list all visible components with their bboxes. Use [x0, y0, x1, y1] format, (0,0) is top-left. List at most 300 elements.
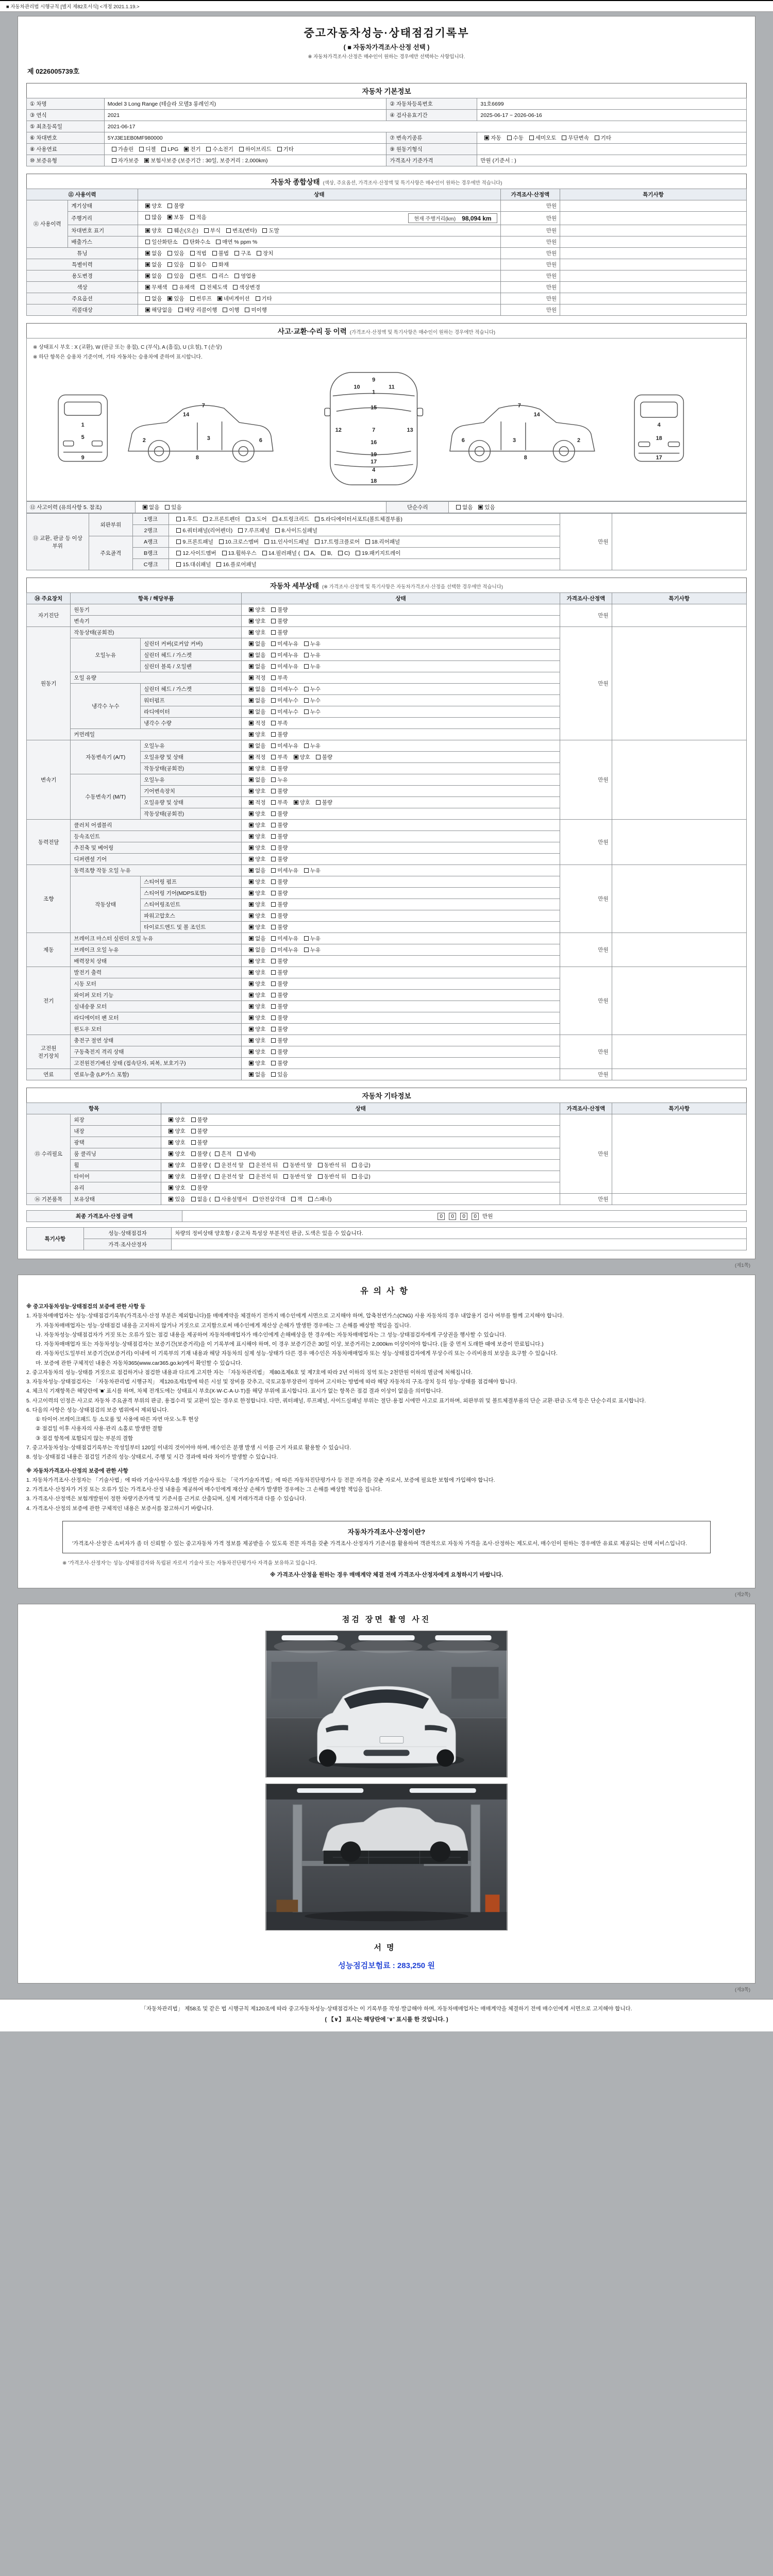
cell: 15.대쉬패널 16.플로어패널: [169, 559, 560, 570]
cell: 작동상태(공회전): [141, 763, 242, 774]
cell: 클러치 어셈블리: [71, 820, 242, 831]
accident-diagram-block: [26, 338, 747, 501]
checkbox-unchecked: [318, 1163, 323, 1167]
svg-text:17: 17: [656, 454, 662, 461]
cell: 만원: [500, 293, 560, 304]
cell: 수동변속기 (M/T): [71, 774, 141, 820]
svg-text:3: 3: [512, 437, 516, 444]
cell: 양호 불량: [242, 604, 560, 616]
checkbox-checked: [249, 653, 254, 657]
checkbox-unchecked: [176, 528, 181, 533]
checkbox-unchecked: [176, 517, 181, 521]
notice-line: 나. 자동차성능·상태점검자가 거짓 또는 오류가 있는 점검 내용을 제공하여 자동차매매업자가 매수인에게 손해배상을 한 경우에는 자동차매매업자는 그 성능·상태점검자에게 구상권을 행사할 수 있습니다.: [36, 1331, 507, 1338]
cell: 가격조사·산정액: [560, 593, 612, 604]
checkbox-checked: [249, 709, 254, 714]
cell: ⑮ 수리필요: [27, 1114, 71, 1194]
table-row: [27, 282, 747, 293]
checkbox-checked: [145, 308, 150, 312]
checkbox-checked: [249, 913, 254, 918]
checkbox-unchecked: [190, 215, 195, 219]
checkbox-unchecked: [216, 240, 221, 244]
table-row: [27, 1194, 747, 1205]
cell: 윈도우 모터: [71, 1024, 242, 1035]
cell: [612, 820, 746, 865]
table-row: [27, 740, 747, 752]
section-etc-header: [26, 1088, 747, 1103]
table-row: [27, 627, 747, 638]
cell: 없음 미세누유 누유: [242, 740, 560, 752]
cell: 실내송풍 모터: [71, 1001, 242, 1012]
accident-history-table: [26, 501, 747, 513]
price-survey-box-bold: ※ 가격조사·산정을 원하는 경우 매매계약 체결 전에 가격조사·산정자에게 요청하시기 바랍니다.: [270, 1572, 503, 1579]
checkbox-unchecked: [271, 777, 276, 782]
checkbox-checked: [249, 675, 254, 680]
svg-text:10: 10: [354, 384, 360, 391]
cell: 없음 있음: [242, 1069, 560, 1080]
cell: ⑥ 차대번호: [27, 132, 105, 144]
cell: 추진축 및 베어링: [71, 842, 242, 854]
final-price-table: [26, 1210, 747, 1222]
svg-text:18: 18: [371, 478, 377, 485]
cell: 실린더 커버(로커암 커버): [141, 638, 242, 650]
main-form-panel: [18, 16, 755, 1259]
cell: 양호 불량: [242, 1035, 560, 1046]
checkbox-unchecked: [178, 308, 183, 312]
cell: 양호 불량: [242, 786, 560, 797]
cell: 없음 있음: [136, 502, 386, 513]
cell: [612, 627, 746, 740]
inspection-insurance-fee: 성능점검보험료 : 283,250 원: [338, 1961, 435, 1971]
cell: 만원: [560, 865, 612, 933]
section-basic-info-title: 자동차 기본정보: [362, 88, 411, 95]
cell: 만원: [500, 236, 560, 248]
checkbox-unchecked: [249, 1174, 254, 1179]
cell: 만원: [500, 304, 560, 316]
cell: ① 차명: [27, 98, 105, 110]
cell: ⑧ 사용연료: [27, 144, 105, 155]
cell: [560, 225, 747, 236]
checkbox-checked: [169, 1151, 173, 1156]
cell: ⑯ 기본품목: [27, 1194, 71, 1205]
svg-text:7: 7: [517, 402, 521, 409]
checkbox-checked: [249, 970, 254, 975]
inspection-photo-front: [265, 1631, 508, 1777]
table-row: [27, 259, 747, 270]
checkbox-checked: [169, 1185, 173, 1190]
cell: ⑤ 최초등록일: [27, 121, 105, 132]
checkbox-unchecked: [183, 240, 188, 244]
cell: 상태: [242, 593, 560, 604]
price-survey-box-body: '가격조사·산정'은 소비자가 좀 더 신뢰할 수 있는 중고자동차 가격 정보를 제공받을 수 있도록 전문 자격을 갖춘 가격조사·산정자가 기준서를 활용하여 객관적으로 자동차 가격을 조사·산정하는 제도로서, 매수인이 원하는 경우에만 유료로 제공되는 선택 서비스입니다.: [72, 1540, 687, 1547]
notice-line: 가. 자동차매매업자는 성능·상태점검 내용을 고지하지 않거나 거짓으로 고지함으로써 매수인에게 재산상 손해가 발생한 경우에는 그 손해를 배상할 책임을 집니다.: [36, 1322, 411, 1329]
checkbox-unchecked: [219, 539, 224, 544]
checkbox-unchecked: [167, 274, 172, 278]
cell: 만원: [560, 1114, 612, 1194]
cell: 양호 불량: [242, 876, 560, 888]
document-page: [18, 12, 755, 1993]
table-row: [27, 502, 747, 513]
checkbox-unchecked: [291, 1197, 296, 1201]
cell: 동력조향 작동 오일 누유: [71, 865, 242, 876]
cell: 만원: [500, 225, 560, 236]
svg-text:18: 18: [656, 435, 662, 442]
cell: 리콜대상: [27, 304, 138, 316]
cell: 스티어링조인트: [141, 899, 242, 910]
checkbox-unchecked: [200, 285, 205, 290]
notice-line: 2. 중고자동차의 성능·상태를 거짓으로 점검하거나 점검한 내용과 다르게 고지한 자는 「자동차관리법」 제80조제6호 및 제7호에 따라 2년 이하의 징역 또는 2천만원 이하의 벌금에 처해집니다.: [26, 1369, 473, 1376]
cell: 양호 불량: [242, 820, 560, 831]
cell: 없음 있음 썬루프 네비게이션 기타: [138, 293, 501, 304]
cell: 주요옵션: [27, 293, 138, 304]
checkbox-unchecked: [304, 868, 309, 873]
cell: 0 0 0 0 만원: [182, 1211, 747, 1222]
checkbox-unchecked: [167, 262, 172, 267]
photos-panel: [18, 1604, 755, 1984]
cell: 등속조인트: [71, 831, 242, 842]
cell: 오일 유량: [71, 672, 242, 684]
panel-exchange-table-host: [26, 513, 747, 570]
cell: 항목 / 해당부품: [71, 593, 242, 604]
checkbox-unchecked: [562, 135, 566, 140]
cell: 유리: [71, 1182, 161, 1194]
checkbox-unchecked: [271, 687, 276, 691]
checkbox-unchecked: [176, 562, 181, 567]
checkbox-unchecked: [304, 743, 309, 748]
svg-text:14: 14: [183, 412, 190, 418]
cell: 구동축전지 격리 상태: [71, 1046, 242, 1058]
cell: 양호 불량: [242, 1012, 560, 1024]
cell: 커먼레일: [71, 729, 242, 740]
cell: 자기진단: [27, 604, 71, 627]
cell: 특기사항: [612, 1103, 746, 1114]
checkbox-unchecked: [271, 879, 276, 884]
photos-title: 점검 장면 촬영 사진: [342, 1615, 431, 1624]
special-remarks-table-host: [26, 1227, 747, 1250]
checkbox-unchecked: [304, 641, 309, 646]
cell: 최종 가격조사·산정 금액: [27, 1211, 182, 1222]
cell: 만원: [500, 248, 560, 259]
cell: 없음 있음 렌트 리스 영업용: [138, 270, 501, 282]
checkbox-unchecked: [237, 1151, 242, 1156]
checkbox-unchecked: [190, 251, 195, 256]
cell: 양호 불량: [242, 1001, 560, 1012]
current-mileage-label: 현재 주행거리(km): [414, 216, 456, 222]
cell: 상태: [138, 189, 501, 200]
document-subtitle: ( ■ 자동차가격조사·산정 선택 ): [343, 44, 430, 51]
section-etc-title: 자동차 기타정보: [362, 1092, 411, 1100]
table-row: [27, 304, 747, 316]
basic-info-table-host: [26, 98, 747, 166]
checkbox-checked: [249, 630, 254, 635]
checkbox-unchecked: [176, 539, 181, 544]
cell: 라디에이터 팬 모터: [71, 1012, 242, 1024]
section-overall-note: (색상, 주요옵션, 가격조사·산정액 및 특기사항은 매수인이 원하는 경우에만 적습니다): [323, 180, 502, 186]
checkbox-unchecked: [271, 1004, 276, 1009]
cell: 연료누출 (LP가스 포함): [71, 1069, 242, 1080]
cell: 항목: [27, 1103, 161, 1114]
checkbox-unchecked: [145, 240, 150, 244]
checkbox-checked: [249, 1049, 254, 1054]
checkbox-unchecked: [257, 251, 261, 256]
svg-text:13: 13: [407, 427, 413, 433]
checkbox-unchecked: [271, 902, 276, 907]
checkbox-unchecked: [191, 1174, 196, 1179]
checkbox-unchecked: [304, 653, 309, 657]
checkbox-checked: [249, 721, 254, 725]
checkbox-unchecked: [271, 925, 276, 929]
checkbox-unchecked: [245, 308, 249, 312]
checkbox-unchecked: [204, 228, 209, 233]
checkbox-checked: [249, 959, 254, 963]
checkbox-unchecked: [271, 868, 276, 873]
cell: A랭크: [133, 536, 169, 548]
cell: [560, 304, 747, 316]
svg-text:16: 16: [371, 439, 377, 446]
checkbox-checked: [249, 607, 254, 612]
checkbox-unchecked: [262, 551, 267, 555]
checkbox-unchecked: [283, 1174, 288, 1179]
cell: ⑪ 사용이력: [27, 189, 138, 200]
cell: 만원: [560, 740, 612, 820]
checkbox-unchecked: [271, 891, 276, 895]
table-row: [27, 967, 747, 978]
checkbox-unchecked: [215, 1174, 220, 1179]
damage-code-legend: ※ 상태표시 부호 : X (교환), W (판금 또는 용접), C (부식), A (흠집), U (요철), T (손상): [33, 345, 222, 350]
table-row: [27, 820, 747, 831]
car-damage-diagram: [41, 364, 732, 493]
cell: 양호 불량: [242, 990, 560, 1001]
notice-heading: ※ 중고자동차성능·상태점검의 보증에 관한 사항 등: [26, 1303, 146, 1310]
overall-condition-table: [26, 189, 747, 316]
price-survey-box-title: 자동차가격조사·산정이란?: [347, 1528, 426, 1536]
cell: 전기: [27, 967, 71, 1035]
checkbox-unchecked: [271, 1015, 276, 1020]
checkbox-unchecked: [145, 296, 150, 301]
cell: 주요골격: [89, 536, 132, 570]
cell: 실린더 블록 / 오일팬: [141, 661, 242, 672]
checkbox-unchecked: [271, 653, 276, 657]
cell: 자가보증 보험사보증 (보증기간 : 30일, 보증거리 : 2,000km): [104, 155, 386, 166]
cell: 양호 불량: [242, 1046, 560, 1058]
checkbox-checked: [249, 755, 254, 759]
current-mileage-value: 98,094 km: [462, 215, 492, 222]
section-overall-title: 자동차 종합상태: [271, 178, 320, 186]
current-mileage-box: [408, 213, 497, 223]
cell: 2025-06-17 ~ 2026-06-16: [477, 110, 747, 121]
checkbox-unchecked: [308, 1197, 313, 1201]
notice-line: 3. 가격조사·산정액은 보험개발원이 정한 차량기준가액 및 기준서를 근거로 산출되며, 실제 거래가격과 다를 수 있습니다.: [26, 1496, 306, 1502]
cell: 없음 있음 침수 화재: [138, 259, 501, 270]
checkbox-unchecked: [173, 285, 177, 290]
page-mark-3: (제3쪽): [735, 1987, 750, 1993]
checkbox-unchecked: [215, 1151, 220, 1156]
checkbox-unchecked: [315, 539, 320, 544]
cell: 색상: [27, 282, 138, 293]
cell: 가격·조사산정자: [83, 1239, 172, 1250]
checkbox-unchecked: [176, 551, 181, 555]
cell: 스티어링 펌프: [141, 876, 242, 888]
cell: 변속기: [27, 740, 71, 820]
svg-text:1: 1: [372, 389, 376, 396]
checkbox-unchecked: [190, 262, 195, 267]
cell: 31호6699: [477, 98, 747, 110]
notice-line: 다. 자동차매매업자 또는 자동차성능·상태점검자는 보증기간(보증거리)을 이 기록부에 표시해야 하며, 이 경우 보증기간은 30일 이상, 보증거리는 2,000km 이상이어야 합니다. (둘 중 먼저 도래한 때에 보증이 만료됩니다.): [36, 1341, 544, 1348]
document-number-value: 0226005739호: [36, 67, 80, 75]
cell: 없음 누유: [242, 774, 560, 786]
panel-exchange-table: [26, 513, 747, 570]
checkbox-unchecked: [529, 135, 534, 140]
svg-text:5: 5: [81, 434, 85, 440]
cell: 타이로드엔드 및 볼 조인트: [141, 922, 242, 933]
cell: 성능·상태점검자: [83, 1228, 172, 1239]
cell: 양호 불량: [242, 888, 560, 899]
checkbox-unchecked: [167, 204, 172, 208]
svg-text:4: 4: [372, 467, 376, 473]
accident-history-table-host: [26, 501, 747, 513]
checkbox-unchecked: [271, 800, 276, 805]
cell: 계기상태: [68, 200, 138, 212]
cell: 만원: [560, 604, 612, 627]
checkbox-unchecked: [318, 1174, 323, 1179]
checkbox-checked: [249, 1072, 254, 1077]
section-accident-note: (가격조사·산정액 및 특기사항은 매수인이 원하는 경우에만 적습니다): [349, 330, 496, 335]
cell: [560, 248, 747, 259]
cell: 만원: [560, 967, 612, 1035]
cell: 만원: [500, 212, 560, 225]
section-detail-title: 자동차 세부상태: [270, 582, 319, 590]
cell: [560, 293, 747, 304]
checkbox-unchecked: [222, 551, 227, 555]
checkbox-unchecked: [271, 834, 276, 839]
checkbox-unchecked: [283, 1163, 288, 1167]
cell: 실린더 헤드 / 가스켓: [141, 650, 242, 661]
cell: 와이퍼 모터 기능: [71, 990, 242, 1001]
table-row: [27, 110, 747, 121]
document-number: [27, 66, 746, 76]
cell: 12.사이드멤버 13.휠하우스 14.필러패널 ( A, B, C) 19.패키지트레이: [169, 548, 560, 559]
table-row: [27, 1103, 747, 1114]
cell: 있음 없음 ( 사용설명서 안전삼각대 잭 스패너): [161, 1194, 560, 1205]
cell: [477, 144, 747, 155]
cell: 2랭크: [133, 525, 169, 536]
price-survey-info-box: [62, 1521, 711, 1553]
checkbox-checked: [249, 619, 254, 623]
checkbox-unchecked: [271, 755, 276, 759]
checkbox-unchecked: [271, 981, 276, 986]
cell: 오일유량 및 상태: [141, 797, 242, 808]
legal-footer-line1: 「자동차관리법」 제58조 및 같은 법 시행규칙 제120조에 따라 중고자동차성능·상태점검자는 이 기록부를 작성·발급해야 하며, 자동차매매업자는 매매계약을 체결하기 전에 매수인에게 서면으로 고지해야 합니다.: [141, 2006, 632, 2012]
document-title: 중고자동차성능·상태점검기록부: [304, 27, 469, 39]
checkbox-unchecked: [139, 147, 144, 151]
checkbox-unchecked: [233, 285, 238, 290]
table-row: [27, 144, 747, 155]
cell: 만원: [500, 282, 560, 293]
price-digit-box: 0: [460, 1213, 467, 1220]
cell: 해당없음 해당 리콜이행 이행 미이행: [138, 304, 501, 316]
cell: 상태: [161, 1103, 560, 1114]
checkbox-unchecked: [273, 517, 277, 521]
checkbox-unchecked: [271, 607, 276, 612]
checkbox-checked: [249, 664, 254, 669]
svg-text:12: 12: [335, 427, 342, 433]
checkbox-unchecked: [365, 539, 370, 544]
cell: 작동상태(공회전): [71, 627, 242, 638]
cell: 제동: [27, 933, 71, 967]
checkbox-unchecked: [338, 551, 343, 555]
cell: [612, 514, 746, 570]
form-reference-text: ■ 자동차관리법 시행규칙 [별지 제82호서식] <개정 2021.1.19.>: [6, 4, 140, 10]
checkbox-checked: [167, 215, 172, 219]
notice-line: 8. 성능·상태점검 내용은 점검일 기준의 성능·상태로서, 주행 및 시간 경과에 따라 차이가 발생할 수 있습니다.: [26, 1454, 278, 1461]
form-reference: [0, 0, 773, 12]
cell: 없음 미세누유 누유: [242, 650, 560, 661]
checkbox-unchecked: [191, 1129, 196, 1133]
signature-title: 서명: [374, 1943, 399, 1953]
cell: 특별이력: [27, 259, 138, 270]
cell: C랭크: [133, 559, 169, 570]
cell: 원동기: [71, 604, 242, 616]
cell: ② 자동차등록번호: [386, 98, 477, 110]
cell: 고전원전기배선 상태 (접속단자, 피복, 보호기구): [71, 1058, 242, 1069]
table-row: [27, 212, 747, 225]
cell: 양호 불량: [242, 1058, 560, 1069]
cell: 냉각수 누수: [71, 684, 141, 729]
checkbox-unchecked: [277, 147, 282, 151]
checkbox-checked: [145, 228, 150, 233]
checkbox-unchecked: [191, 1117, 196, 1122]
etc-info-table: [26, 1103, 747, 1205]
checkbox-unchecked: [238, 528, 243, 533]
svg-text:8: 8: [195, 454, 199, 461]
checkbox-checked: [249, 936, 254, 941]
cell: 적정 부족: [242, 718, 560, 729]
cell: 브레이크 오일 누유: [71, 944, 242, 956]
checkbox-unchecked: [271, 1038, 276, 1043]
special-remarks-table: [26, 1227, 747, 1250]
checkbox-unchecked: [239, 147, 244, 151]
notice-line: 라. 자동차인도일부터 보증기간(보증거리) 이내에 이 기록부의 기재 내용과 해당 자동차의 실제 성능·상태가 다른 경우 매수인은 자동차매매업자 또는 성능·상태점검자에게 무상수리 또는 수리비용의 보상을 요구할 수 있습니다.: [36, 1350, 558, 1357]
cell: 동력전달: [27, 820, 71, 865]
checkbox-unchecked: [352, 1174, 357, 1179]
table-row: [27, 933, 747, 944]
checkbox-unchecked: [271, 743, 276, 748]
svg-text:17: 17: [371, 459, 377, 465]
cell: 가솔린 디젤 LPG 전기 수소전기 하이브리드 기타: [104, 144, 386, 155]
cell: [560, 282, 747, 293]
cell: 양호 불량: [161, 1114, 560, 1126]
section-detail-header: [26, 578, 747, 592]
cell: [560, 270, 747, 282]
cell: 없음 미세누유 누유: [242, 638, 560, 650]
cell: 자동 수동 세미오토 무단변속 기타: [477, 132, 747, 144]
cell: Model 3 Long Range (테슬라 모델3 롱레인지): [104, 98, 386, 110]
table-row: [27, 514, 747, 525]
cell: 조향: [27, 865, 71, 933]
section-basic-info-header: [26, 83, 747, 98]
checkbox-unchecked: [249, 1163, 254, 1167]
table-row: [27, 293, 747, 304]
table-row: [27, 270, 747, 282]
cell: 실린더 헤드 / 가스켓: [141, 684, 242, 695]
table-row: [27, 1239, 747, 1250]
section-detail-note: (※ 가격조사·산정액 및 특기사항은 자동차가격조사·산정을 선택한 경우에만 적습니다): [322, 584, 503, 590]
cell: 양호 불량 ( 흔적 냄새): [161, 1148, 560, 1160]
table-row: [27, 121, 747, 132]
checkbox-unchecked: [316, 755, 321, 759]
cell: 만원: [560, 1035, 612, 1069]
cell: 만원: [500, 270, 560, 282]
table-row: [27, 865, 747, 876]
